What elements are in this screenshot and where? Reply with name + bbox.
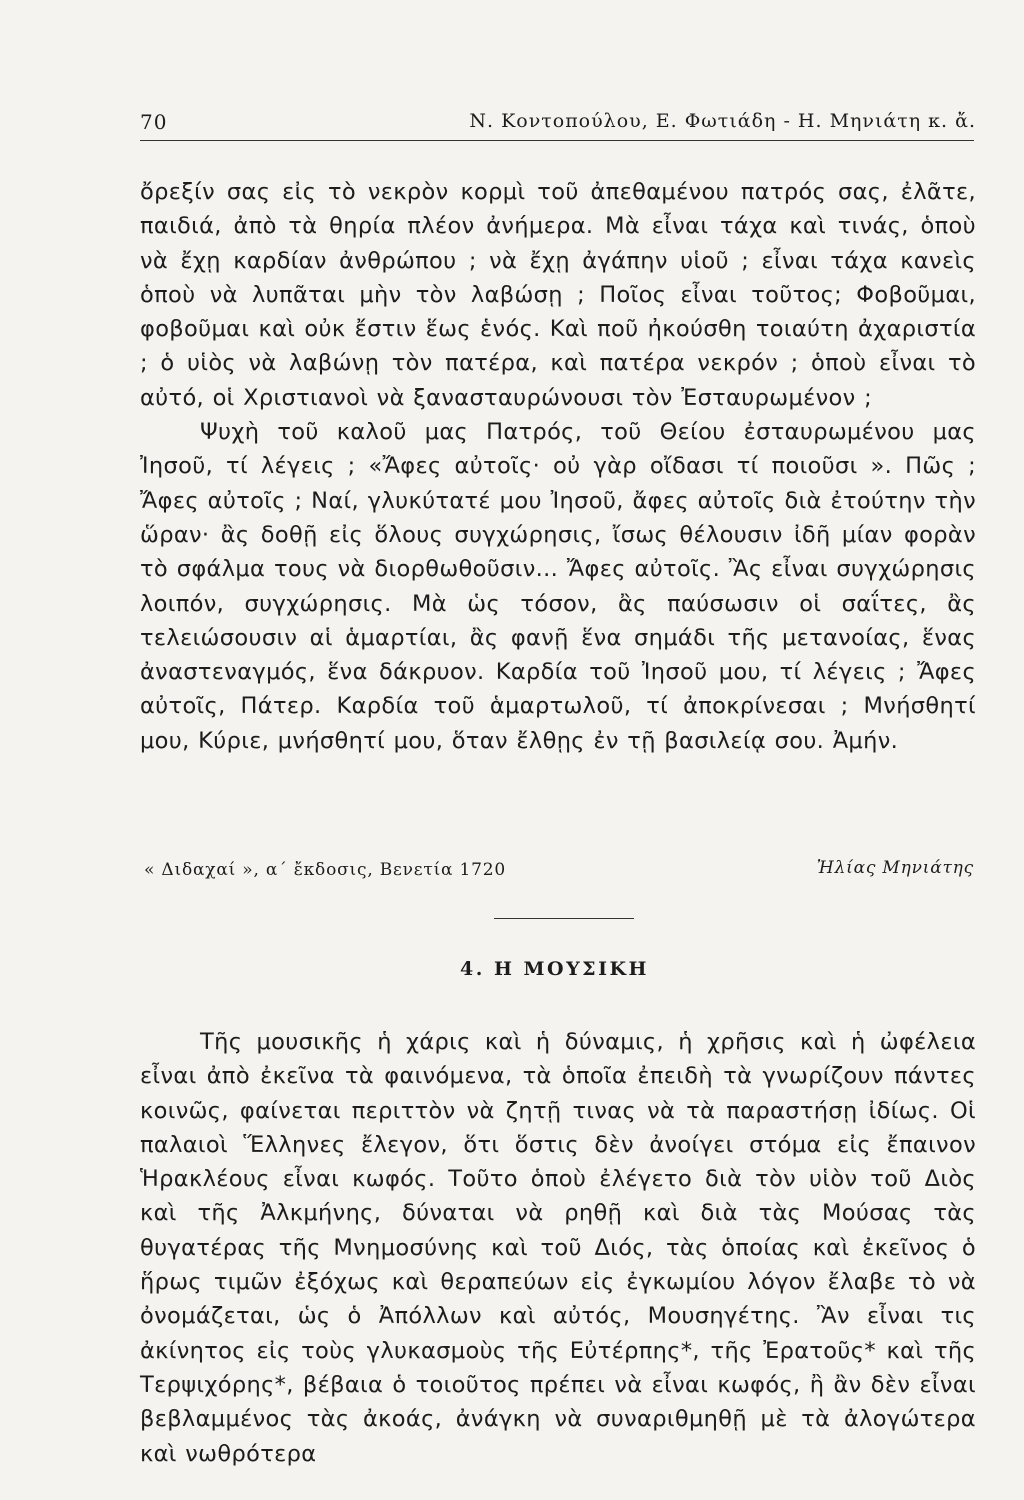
header-rule (140, 140, 974, 141)
section-divider (494, 918, 634, 919)
paragraph-continued: ὄρεξίν σας εἰς τὸ νεκρὸν κορμὶ τοῦ ἀπεθαμένου πατρός σας, ἐλᾶτε, παιδιά, ἀπὸ τὰ θηρία πλέον ἀνήμερα. Μὰ εἶναι τάχα καὶ τινάς, ὁποὺ νὰ ἔχῃ καρδίαν ἀνθρώπου ; νὰ ἔχῃ ἀγάπην υἱοῦ ; εἶναι τάχα κανεὶς ὁποὺ νὰ λυπᾶται μὴν τὸν λαβώσῃ ; Ποῖος εἶναι τοῦτος; Φοβοῦμαι, φοβοῦμαι καὶ οὐκ ἔστιν ἕως ἑνός. Καὶ ποῦ ἠκούσθη τοιαύτη ἀχαριστία ; ὁ υἱὸς νὰ λαβώνῃ τὸν πατέρα, καὶ πατέρα νεκρόν ; ὁποὺ εἶναι τὸ αὐτό, οἱ Χριστιανοὶ νὰ ξανασταυρώνουσι τὸν Ἐσταυρωμένον ; (140, 179, 976, 411)
section-paragraph: Τῆς μουσικῆς ἡ χάρις καὶ ἡ δύναμις, ἡ χρῆσις καὶ ἡ ὠφέλεια εἶναι ἀπὸ ἐκεῖνα τὰ φαινόμενα, τὰ ὁποῖα ἐπειδὴ τὰ γνωρίζουν πάντες κοινῶς, φαίνεται περιττὸν νὰ ζητῇ τινας νὰ τὰ παραστήσῃ ἰδίως. Οἱ παλαιοὶ Ἕλληνες ἔλεγον, ὅτι ὅστις δὲν ἀνοίγει στόμα εἰς ἔπαινον Ἡρακλέους εἶναι κωφός. Τοῦτο ὁποὺ ἐλέγετο διὰ τὸν υἱὸν τοῦ Διὸς καὶ τῆς Ἀλκμήνης, δύναται νὰ ρηθῇ καὶ διὰ τὰς Μούσας τὰς θυγατέρας τῆς Μνημοσύνης καὶ τοῦ Διός, τὰς ὁποίας καὶ ἐκεῖνος ὁ ἥρως τιμῶν ἐξόχως καὶ θεραπεύων εἰς ἐγκωμίου λόγον ἔλαβε τὸ νὰ ὀνομάζεται, ὡς ὁ Ἀπόλλων καὶ αὐτός, Μουσηγέτης. Ἂν εἶναι τις ἀκίνητος εἰς τοὺς γλυκασμοὺς τῆς Εὐτέρπης*, τῆς Ἐρατοῦς* καὶ τῆς Τερψιχόρης*, βέβαια ὁ τοιοῦτος πρέπει νὰ εἶναι κωφός, ἢ ἂν δὲν εἶναι βεβλαμμένος τὰς ἀκοάς, ἀνάγκη νὰ συναριθμηθῇ μὲ τὰ ἀλογώτερα καὶ νωθρότερα (140, 1029, 976, 1467)
sermon-text (140, 175, 976, 758)
running-head: Ν. Κοντοπούλου, Ε. Φωτιάδη - Η. Μηνιάτη κ. ἄ. (469, 110, 976, 132)
source-citation: « Διδαχαί », α΄ ἔκδοσις, Βενετία 1720 (144, 860, 506, 880)
page-header (140, 104, 976, 140)
page-number: 70 (140, 110, 168, 134)
source-line (140, 856, 976, 886)
section-title: 4. Η ΜΟΥΣΙΚΗ (460, 958, 649, 980)
source-author: Ἠλίας Μηνιάτης (816, 858, 974, 878)
paragraph: Ψυχὴ τοῦ καλοῦ μας Πατρός, τοῦ Θείου ἐσταυρωμένου μας Ἰησοῦ, τί λέγεις ; «Ἄφες αὐτοῖς· οὐ γὰρ οἴδασι τί ποιοῦσι ». Πῶς ; Ἄφες αὐτοῖς ; Ναί, γλυκύτατέ μου Ἰησοῦ, ἄφες αὐτοῖς διὰ ἐτούτην τὴν ὥραν· ἂς δοθῇ εἰς ὅλους συγχώρησις, ἴσως θέλουσιν ἰδῆ μίαν φορὰν τὸ σφάλμα τους νὰ διορθωθοῦσιν... Ἄφες αὐτοῖς. Ἂς εἶναι συγχώρησις λοιπόν, συγχώρησις. Μὰ ὡς τόσον, ἂς παύσωσιν οἱ σαΐτες, ἂς τελειώσουσιν αἱ ἁμαρτίαι, ἂς φανῇ ἕνα σημάδι τῆς μετανοίας, ἕνας ἀναστεναγμός, ἕνα δάκρυον. Καρδία τοῦ Ἰησοῦ μου, τί λέγεις ; Ἄφες αὐτοῖς, Πάτερ. Καρδία τοῦ ἁμαρτωλοῦ, τί ἀποκρίνεσαι ; Μνήσθητί μου, Κύριε, μνήσθητί μου, ὅταν ἔλθῃς ἐν τῇ βασιλείᾳ σου. Ἀμήν. (140, 419, 976, 754)
